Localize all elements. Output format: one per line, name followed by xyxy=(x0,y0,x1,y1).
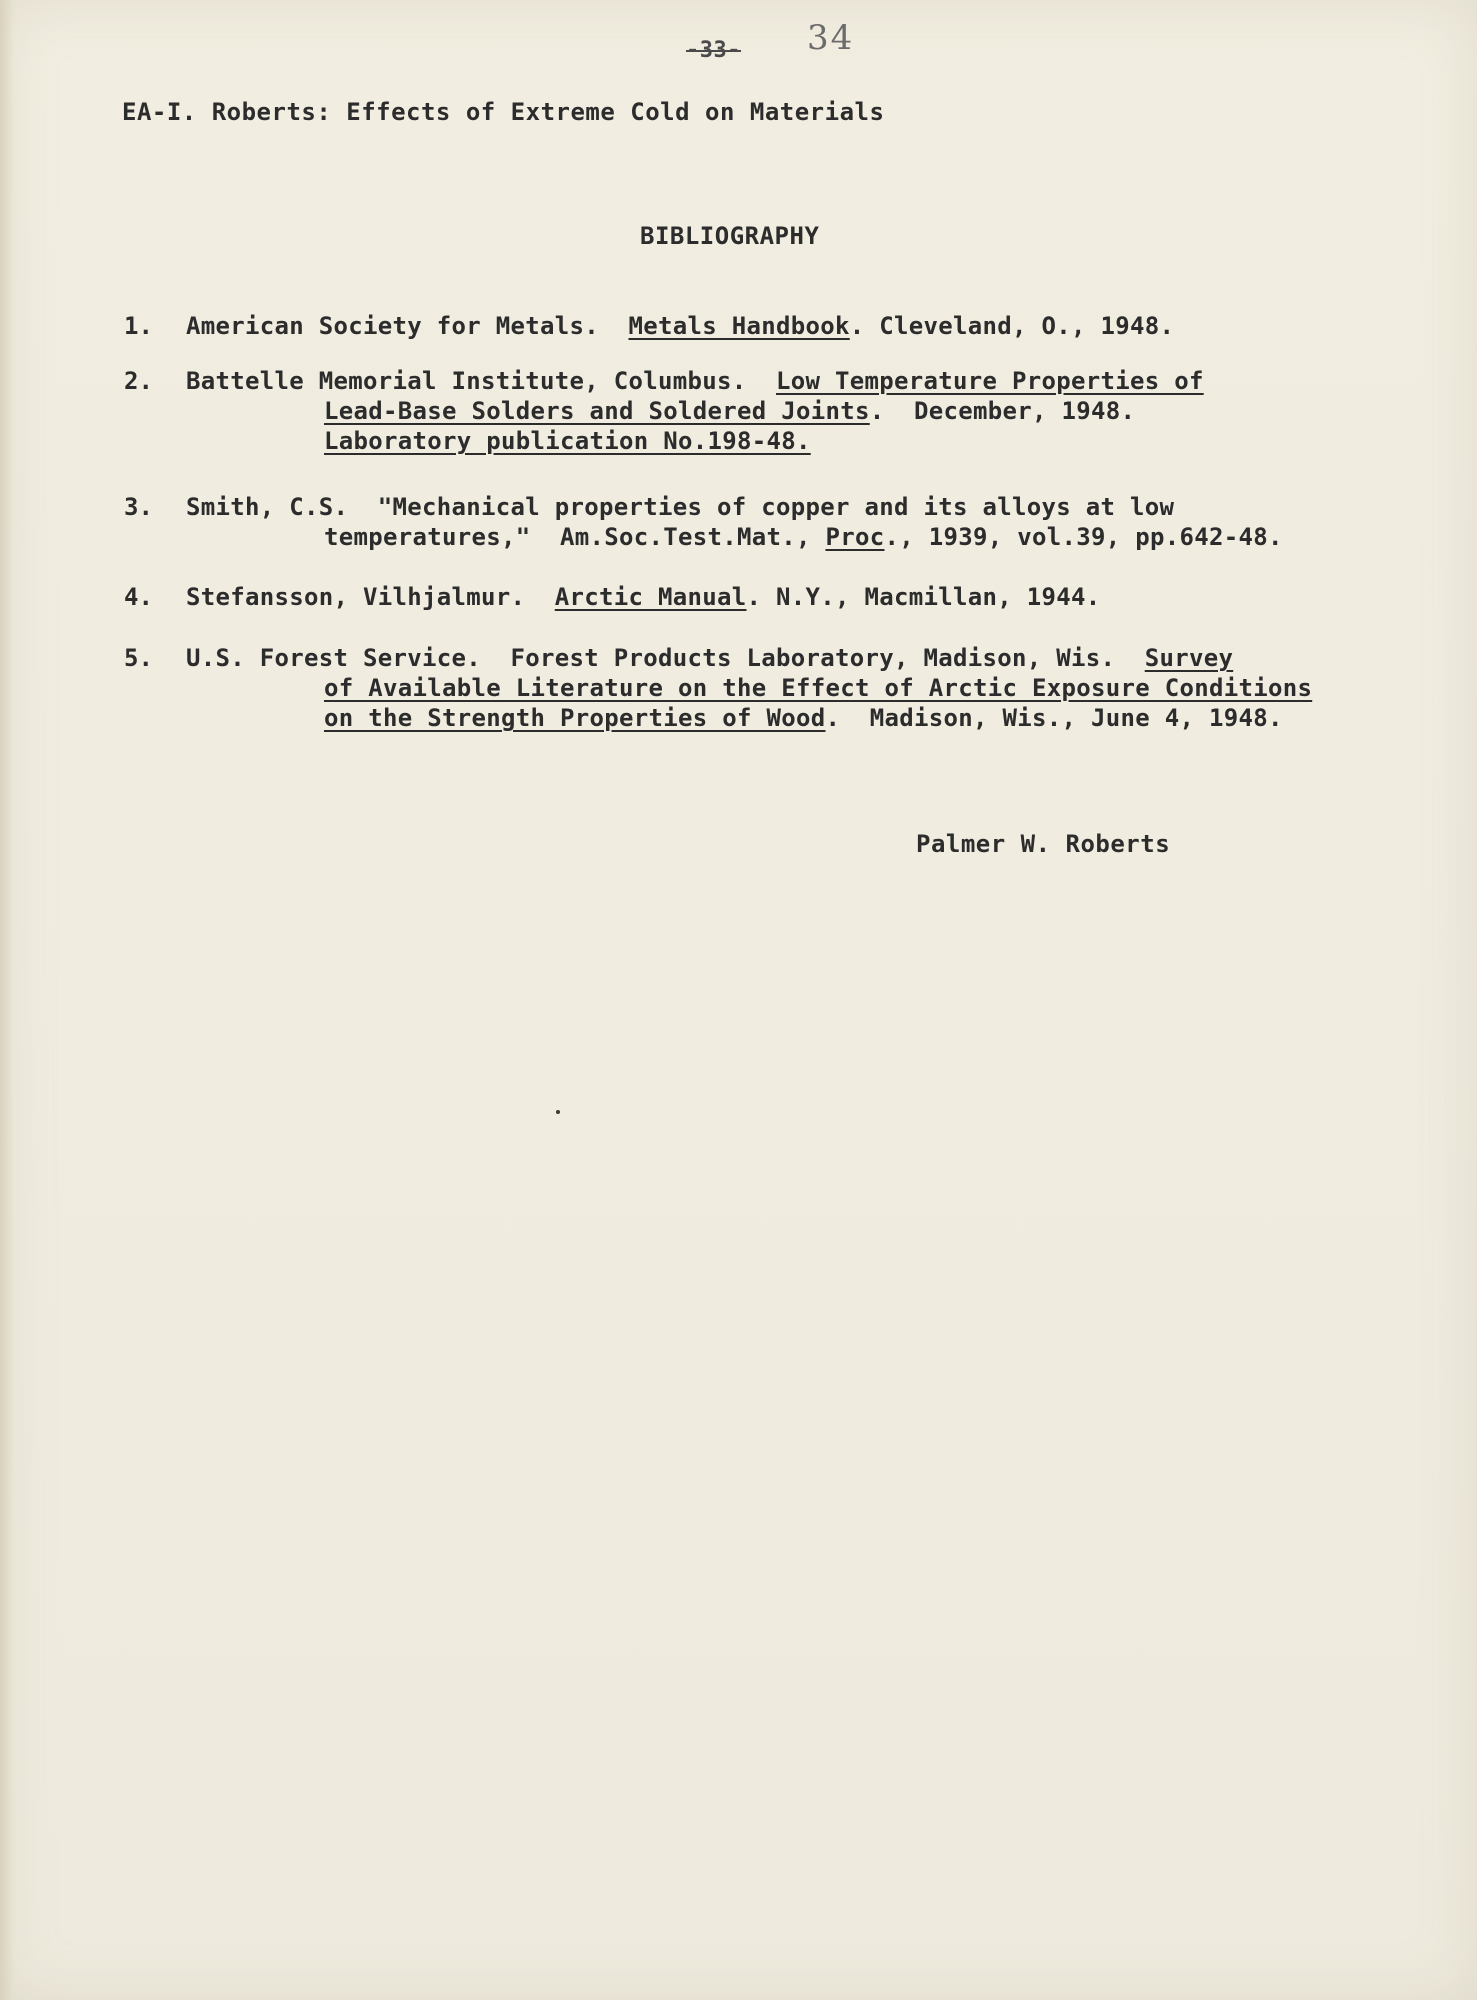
entry-line xyxy=(186,312,1174,340)
entry-line xyxy=(324,704,1283,732)
entry-line xyxy=(324,674,1312,702)
document-header: EA-I. Roberts: Effects of Extreme Cold on Materials xyxy=(122,98,885,126)
author-signature: Palmer W. Roberts xyxy=(916,830,1171,858)
bibliography-title: BIBLIOGRAPHY xyxy=(640,222,820,250)
entry-text: . N.Y., Macmillan, 1944. xyxy=(746,583,1101,611)
underlined-title: Arctic Manual xyxy=(554,583,747,611)
entry-line xyxy=(324,397,1135,425)
entry-text: . Cleveland, O., 1948. xyxy=(849,312,1175,340)
underlined-title: Proc xyxy=(825,523,885,551)
entry-line xyxy=(324,523,1283,551)
entry-line xyxy=(186,367,1204,395)
entry-text: Stefansson, Vilhjalmur. xyxy=(186,583,555,611)
entry-text: . Madison, Wis., June 4, 1948. xyxy=(825,704,1283,732)
underlined-title: Lead-Base Solders and Soldered Joints xyxy=(324,397,870,425)
entry-text: temperatures," Am.Soc.Test.Mat., xyxy=(324,523,826,551)
entry-text: . December, 1948. xyxy=(869,397,1136,425)
entry-text: U.S. Forest Service. Forest Products Laboratory, Madison, Wis. xyxy=(186,644,1145,672)
entry-number: 2. xyxy=(124,367,153,395)
entry-number: 4. xyxy=(124,583,153,611)
entry-text: American Society for Metals. xyxy=(186,312,629,340)
entry-text: Battelle Memorial Institute, Columbus. xyxy=(186,367,776,395)
entry-text: ., 1939, vol.39, pp.642-48. xyxy=(884,523,1283,551)
entry-text: Smith, C.S. "Mechanical properties of copper and its alloys at low xyxy=(186,493,1175,521)
entry-line xyxy=(324,427,811,455)
page-edge-shadow xyxy=(0,0,14,2000)
paper-speck xyxy=(556,1110,560,1114)
entry-number: 1. xyxy=(124,312,153,340)
underlined-title: Low Temperature Properties of xyxy=(775,367,1204,395)
entry-line xyxy=(186,493,1174,521)
underlined-title: Laboratory publication No.198-48. xyxy=(324,427,811,455)
typed-page-number: -33- xyxy=(686,38,741,63)
entry-number: 3. xyxy=(124,493,153,521)
underlined-title: Metals Handbook xyxy=(628,312,850,340)
entry-line xyxy=(186,583,1100,611)
handwritten-page-number: 34 xyxy=(807,18,855,58)
underlined-title: of Available Literature on the Effect of Arctic Exposure Conditions xyxy=(324,674,1313,702)
underlined-title: on the Strength Properties of Wood xyxy=(324,704,826,732)
underlined-title: Survey xyxy=(1144,644,1234,672)
entry-number: 5. xyxy=(124,644,153,672)
entry-line xyxy=(186,644,1233,672)
